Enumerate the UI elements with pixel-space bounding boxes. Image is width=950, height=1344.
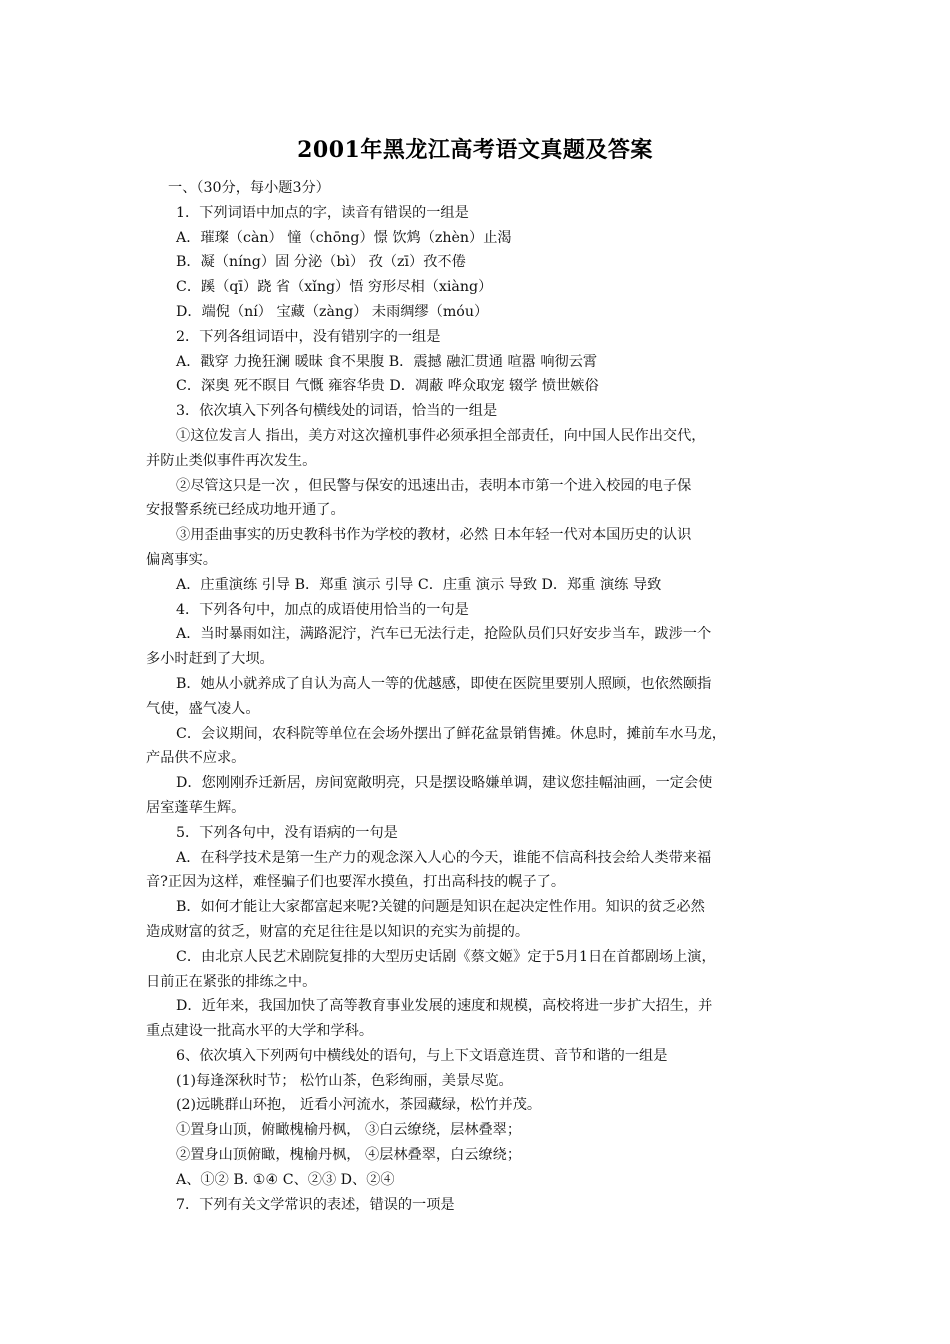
document-line: A．戳穿 力挽狂澜 暖昧 食不果腹 B．震撼 融汇贯通 喧嚣 响彻云霄 — [176, 353, 598, 370]
document-line: 多小时赶到了大坝。 — [146, 651, 274, 668]
document-line: C．深奥 死不瞑目 气慨 雍容华贵 D．凋蔽 哗众取宠 辍学 愤世嫉俗 — [176, 378, 599, 395]
document-line: ②置身山顶俯瞰，槐榆丹枫， ④层林叠翠，白云缭绕； — [176, 1147, 522, 1164]
document-line: 产品供不应求。 — [146, 750, 246, 767]
document-line: A．在科学技术是第一生产力的观念深入人心的今天，谁能不信高科技会给人类带来福 — [176, 849, 712, 866]
document-line: ②尽管这只是一次 ，但民警与保安的迅速出击，表明本市第一个进入校园的电子保 — [176, 477, 692, 494]
document-line: (2)远眺群山环抱， 近看小河流水，茶园藏绿，松竹并茂。 — [176, 1097, 542, 1114]
document-line: 居室蓬荜生辉。 — [146, 799, 246, 816]
document-line: 5．下列各句中，没有语病的一句是 — [176, 824, 398, 841]
document-line: 偏离事实。 — [146, 551, 217, 568]
document-line: A．当时暴雨如注，满路泥泞，汽车已无法行走，抢险队员们只好安步当车，跋涉一个 — [176, 626, 712, 643]
document-line: 6、依次填入下列两句中横线处的语句，与上下文语意连贯、音节和谐的一组是 — [176, 1047, 668, 1064]
document-line: 1．下列词语中加点的字，读音有错误的一组是 — [176, 204, 469, 221]
document-line: 7．下列有关文学常识的表述，错误的一项是 — [176, 1196, 455, 1213]
document-line: (1)每逢深秋时节； 松竹山茶，色彩绚丽，美景尽览。 — [176, 1072, 513, 1089]
document-line: ①这位发言人 指出，美方对这次撞机事件必须承担全部责任，向中国人民作出交代， — [176, 427, 706, 444]
document-line: 安报警系统已经成功地开通了。 — [146, 502, 345, 519]
document-line: ③用歪曲事实的历史教科书作为学校的教材，必然 日本年轻一代对本国历史的认识 — [176, 527, 692, 544]
document-line: 造成财富的贫乏，财富的充足往往是以知识的充实为前提的。 — [146, 923, 530, 940]
document-line: A、①② B. ①④ C、②③ D、②④ — [176, 1171, 395, 1188]
document-line: ①置身山顶，俯瞰槐榆丹枫， ③白云缭绕，层林叠翠； — [176, 1122, 522, 1139]
document-line: 音?正因为这样，难怪骗子们也要浑水摸鱼，打出高科技的幌子了。 — [146, 874, 566, 891]
document-line: A．庄重演练 引导 B．郑重 演示 引导 C．庄重 演示 导致 D．郑重 演练 导致 — [176, 576, 662, 593]
document-line: D．近年来，我国加快了高等教育事业发展的速度和规模，高校将进一步扩大招生，并 — [176, 998, 713, 1015]
document-body — [146, 176, 818, 1217]
document-line: D．端倪（ní） 宝藏（zàng） 未雨绸缪（móu） — [176, 303, 489, 320]
document-line: 4．下列各句中，加点的成语使用恰当的一句是 — [176, 601, 469, 618]
document-line: B．凝（níng）固 分泌（bì） 孜（zī）孜不倦 — [176, 254, 466, 271]
document-line: B．如何才能让大家都富起来呢?关键的问题是知识在起决定性作用。知识的贫乏必然 — [176, 899, 705, 916]
document-line: C．会议期间，农科院等单位在会场外摆出了鲜花盆景销售摊。休息时，摊前车水马龙， — [176, 725, 726, 742]
document-line: D．您刚刚乔迁新居，房间宽敞明亮，只是摆设略嫌单调，建议您挂幅油画，一定会使 — [176, 775, 713, 792]
document-title: 2001年黑龙江高考语文真题及答案 — [297, 137, 653, 163]
document-line: 日前正在紧张的排练之中。 — [146, 973, 317, 990]
document-line: 3．依次填入下列各句横线处的词语，恰当的一组是 — [176, 403, 498, 420]
document-line: C．蹊（qī）跷 省（xǐng）悟 穷形尽相（xiàng） — [176, 279, 493, 296]
document-line: 气使，盛气凌人。 — [146, 700, 260, 717]
document-line: B．她从小就养成了自认为高人一等的优越感，即使在医院里要别人照顾，也依然颐指 — [176, 675, 712, 692]
document-line: C．由北京人民艺术剧院复排的大型历史话剧《蔡文姬》定于5月1日在首都剧场上演， — [176, 948, 716, 965]
document-line: 一、（30分，每小题3分） — [168, 180, 330, 196]
document-line: A．璀璨（càn） 憧（chōng）憬 饮鸩（zhèn）止渴 — [176, 229, 512, 246]
document-line: 2．下列各组词语中，没有错别字的一组是 — [176, 328, 441, 345]
document-line: 并防止类似事件再次发生。 — [146, 452, 317, 469]
document-line: 重点建设一批高水平的大学和学科。 — [146, 1023, 374, 1040]
